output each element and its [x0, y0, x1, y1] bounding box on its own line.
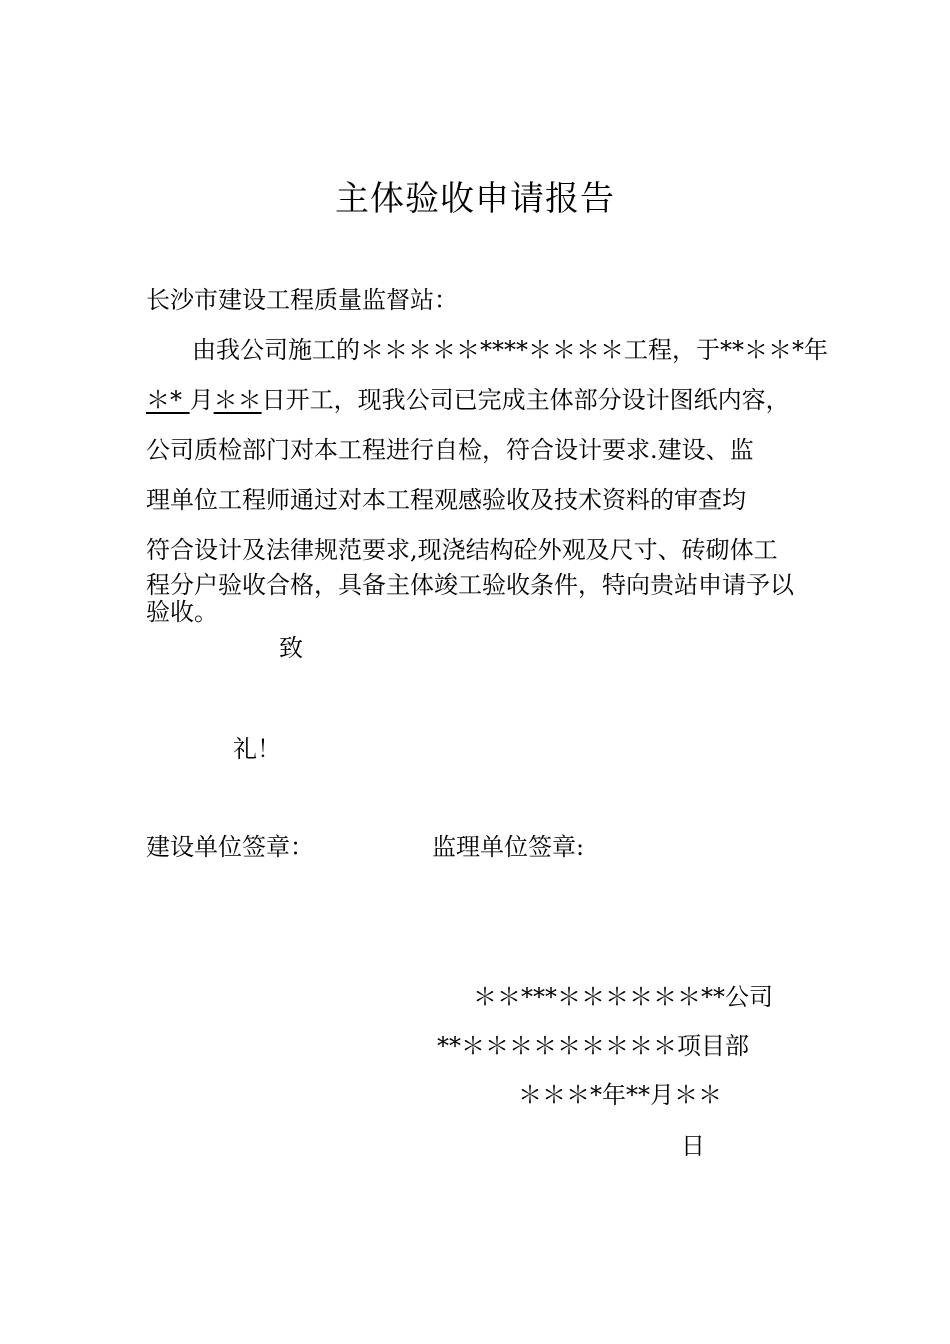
body-line-2: [146, 388, 790, 412]
closing-li: 礼！: [233, 735, 281, 763]
body-line-7: 验收。: [146, 598, 218, 626]
page-title: 主体验收申请报告: [335, 179, 615, 219]
sender-date-suffix: 日: [681, 1132, 705, 1160]
sender-company: ＊＊***＊＊＊＊＊＊**公司: [473, 983, 773, 1011]
sender-project-dept: **＊＊＊＊＊＊＊＊＊项目部: [437, 1032, 749, 1060]
body-line-2-rest: 日开工，现我公司已完成主体部分设计图纸内容，: [261, 386, 790, 414]
body-line-3: 公司质检部门对本工程进行自检，符合设计要求.建设、监: [146, 436, 754, 464]
closing-zhi: 致: [279, 634, 303, 662]
start-month-value: ＊*: [146, 386, 190, 414]
supervision-unit-signature-label: 监理单位签章:: [432, 833, 585, 861]
body-line-6: 程分户验收合格，具备主体竣工验收条件，特向贵站申请予以: [146, 571, 794, 599]
start-month-unit: 月: [189, 386, 214, 414]
sender-date: ＊＊＊*年**月＊＊: [518, 1081, 722, 1109]
construction-unit-signature-label: 建设单位签章：: [146, 833, 314, 861]
start-day-value: ＊＊: [213, 386, 262, 414]
addressee: 长沙市建设工程质量监督站：: [146, 286, 458, 314]
body-line-4: 理单位工程师通过对本工程观感验收及技术资料的审查均: [146, 486, 746, 514]
body-line-5: 符合设计及法律规范要求,现浇结构砼外观及尺寸、砖砌体工: [146, 536, 778, 564]
body-line-1: 由我公司施工的＊＊＊＊＊****＊＊＊＊工程，于**＊＊*年: [192, 336, 828, 364]
